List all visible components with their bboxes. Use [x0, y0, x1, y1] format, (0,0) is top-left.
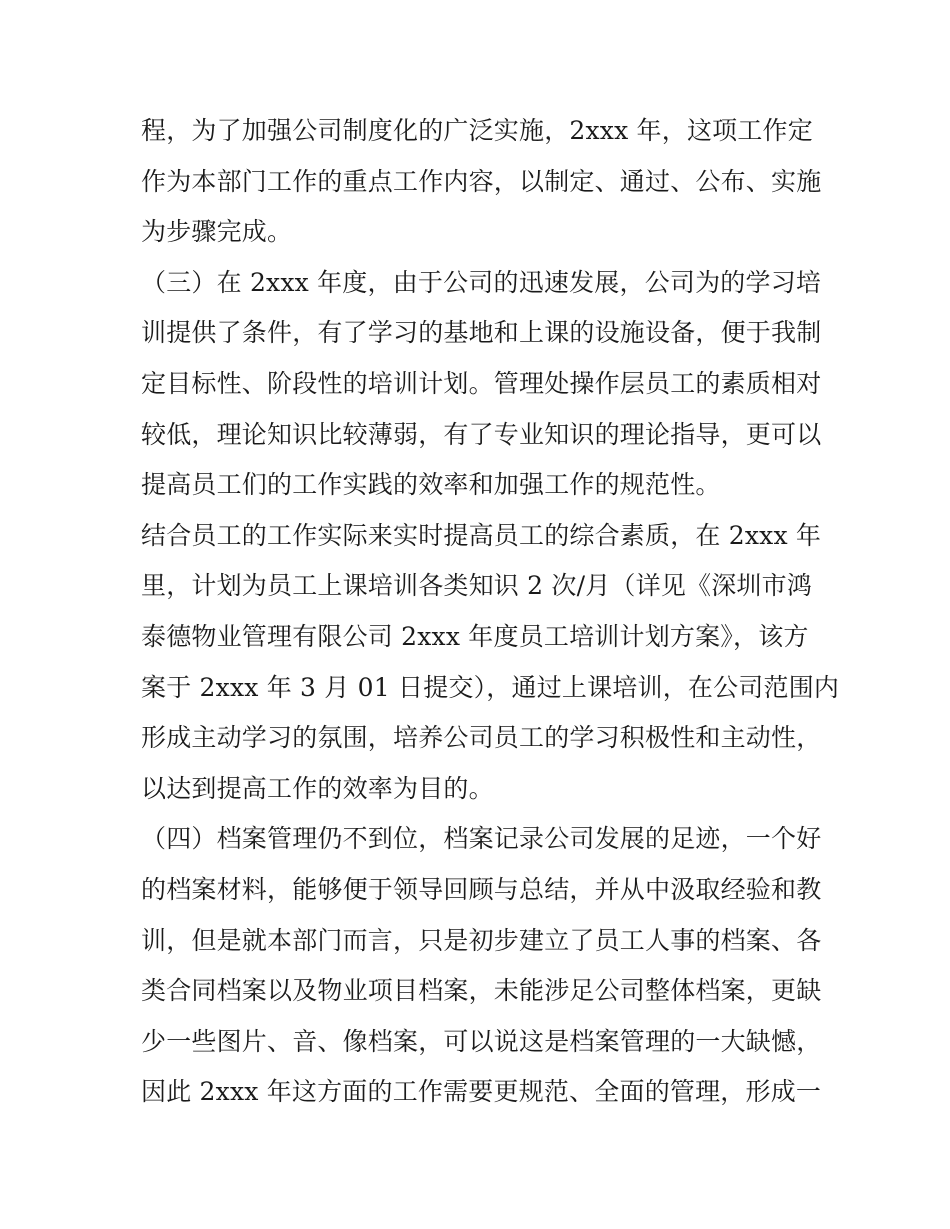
text-line: 形成主动学习的氛围，培养公司员工的学习积极性和主动性， — [141, 723, 822, 753]
text-line: 案于 2xxx 年 3 月 01 日提交），通过上课培训，在公司范围内 — [141, 672, 840, 702]
text-line: 以达到提高工作的效率为目的。 — [141, 773, 494, 803]
text-line: 因此 2xxx 年这方面的工作需要更规范、全面的管理，形成一 — [141, 1077, 822, 1107]
text-line: 为步骤完成。 — [141, 217, 293, 247]
document-body — [141, 106, 840, 1118]
text-line: 泰德物业管理有限公司 2xxx 年度员工培训计划方案》，该方 — [141, 621, 809, 651]
text-line: 的档案材料，能够便于领导回顾与总结，并从中汲取经验和教 — [141, 874, 822, 904]
text-line: 作为本部门工作的重点工作内容，以制定、通过、公布、实施 — [141, 166, 822, 196]
text-line: 程，为了加强公司制度化的广泛实施，2xxx 年，这项工作定 — [141, 116, 813, 145]
text-line: 训提供了条件，有了学习的基地和上课的设施设备，便于我制 — [141, 318, 822, 348]
text-line: 训，但是就本部门而言，只是初步建立了员工人事的档案、各 — [141, 925, 822, 955]
text-line: 提高员工们的工作实践的效率和加强工作的规范性。 — [141, 470, 721, 500]
text-line: 类合同档案以及物业项目档案，未能涉足公司整体档案，更缺 — [141, 976, 822, 1006]
text-line: 结合员工的工作实际来实时提高员工的综合素质，在 2xxx 年 — [141, 520, 822, 550]
text-line: 较低，理论知识比较薄弱，有了专业知识的理论指导，更可以 — [141, 419, 822, 449]
text-line: （三）在 2xxx 年度，由于公司的迅速发展，公司为的学习培 — [141, 267, 822, 297]
text-line: （四）档案管理仍不到位，档案记录公司发展的足迹，一个好 — [141, 824, 822, 854]
text-line: 里，计划为员工上课培训各类知识 2 次/月（详见《深圳市鸿 — [141, 571, 813, 601]
text-line: 定目标性、阶段性的培训计划。管理处操作层员工的素质相对 — [141, 368, 822, 398]
text-line: 少一些图片、音、像档案，可以说这是档案管理的一大缺憾， — [141, 1026, 822, 1056]
